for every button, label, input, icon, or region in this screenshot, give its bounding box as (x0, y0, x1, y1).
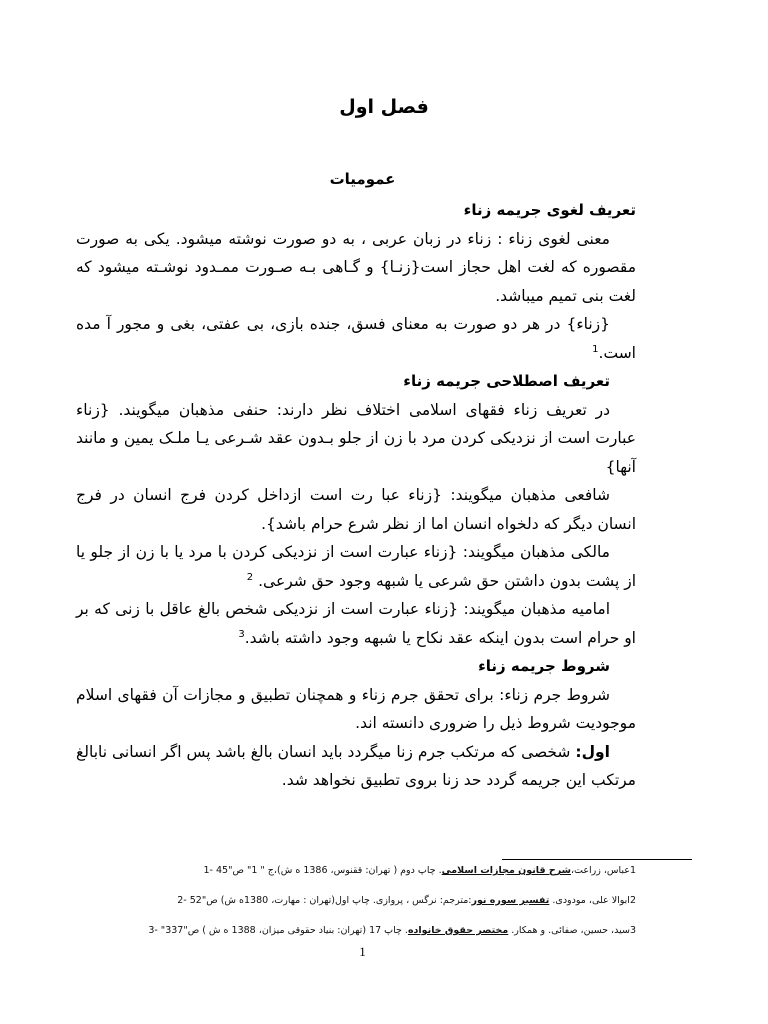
paragraph-text: شخصی که مرتکب جرم زنا میگردد باید انسان بالغ باشد پس اگر انسانی نابالغ مرتکب این جریمه گردد حد زنا بروی تطبیق نخواهد شد. (76, 742, 636, 789)
footnote-prefix: 1عباس، زراعت، (570, 865, 636, 876)
paragraph-text: امامیه مذهبان میگویند: {زناء عبارت است از نزدیکی شخص بالغ عاقل با زنی که بر او حرام است بدون اینکه عقد نکاح یا شبهه وجود داشته باشد. (76, 600, 636, 647)
paragraph: در تعریف زناء فقهای اسلامی اختلاف نظر دارند: حنفی مذهبان میگویند. {زناء عبارت است از نزدیکی کردن مرد با زن از جلو بـدون عقد شـرعی یـا ملـک یمین و مانند آنها} (76, 400, 636, 476)
footnote-1 (76, 864, 636, 878)
footnote-ref: 3 (238, 628, 245, 640)
paragraph (76, 738, 636, 795)
body-text (76, 196, 636, 795)
footnote-prefix: 2ابوالا علی، مودودی. (552, 895, 636, 906)
footnote-title: شرح قانون مجازات اسلامی (441, 865, 571, 876)
footnote-3 (76, 924, 636, 938)
footnote-ref: 1 (592, 343, 599, 355)
footnotes (76, 864, 636, 954)
footnote-rest: . چاپ 17 (تهران: بنیاد حقوقی میزان، 1388 ه ش ) ص"337" -3 (148, 925, 408, 936)
page-number: 1 (359, 944, 366, 959)
heading-legal-definition: تعریف اصطلاحی جریمه زناء (403, 372, 610, 390)
chapter-title: فصل اول (339, 96, 429, 118)
paragraph (76, 538, 636, 595)
footnote-2 (76, 894, 636, 908)
paragraph: شافعی مذهبان میگویند: {زناء عبا رت است ازداخل کردن فرج انسان در فرج انسان دیگر که دلخواه انسان اما از نظر شرع حرام باشد}. (76, 486, 636, 533)
section-title: عمومیات (329, 170, 396, 188)
footnote-title: تفسیر سوره نور (471, 895, 550, 906)
paragraph (76, 595, 636, 652)
footnote-divider (502, 859, 692, 860)
paragraph-label: اول: (575, 742, 610, 761)
footnote-prefix: 3سید، حسین، صفائی. و همکار. (511, 925, 636, 936)
heading-lexical-definition: تعریف لغوی جریمه زناء (463, 201, 636, 219)
footnote-rest: :مترجم: نرگس ، پروازی. چاپ اول(تهران : مهارت، 1380ه ش) ص"52 -2 (177, 895, 472, 906)
paragraph-text: مالکی مذهبان میگویند: {زناء عبارت است از نزدیکی کردن با مرد یا با زن از جلو یا از پشت بدون داشتن حق شرعی یا شبهه وجود حق شرعی. (76, 543, 636, 590)
footnote-rest: . چاپ دوم ( تهران: ققنوس، 1386 ه ش)،ج " 1" ص"45 -1 (203, 865, 442, 876)
footnote-title: مختصر حقوق خانواده (407, 925, 509, 936)
paragraph-text: {زناء} در هر دو صورت به معنای فسق، جنده بازی، بی عفتی، بغی و مجور آ مده است. (76, 315, 636, 362)
footnote-ref: 2 (246, 571, 254, 583)
paragraph (76, 310, 636, 367)
paragraph: معنی لغوی زناء : زناء در زبان عربی ، به دو صورت نوشته میشود. یکی به صورت مقصوره که لغت اهل حجاز است{زنـا} و گـاهی بـه صـورت ممـدود نوشـته میشود که لغت بنی تمیم میباشد. (76, 229, 636, 305)
paragraph: شروط جرم زناء: برای تحقق جرم زناء و همچنان تطبیق و مجازات آن فقهای اسلام موجودیت شروط ذیل را ضروری دانسته اند. (76, 685, 636, 732)
heading-conditions: شروط جریمه زناء (478, 657, 610, 675)
